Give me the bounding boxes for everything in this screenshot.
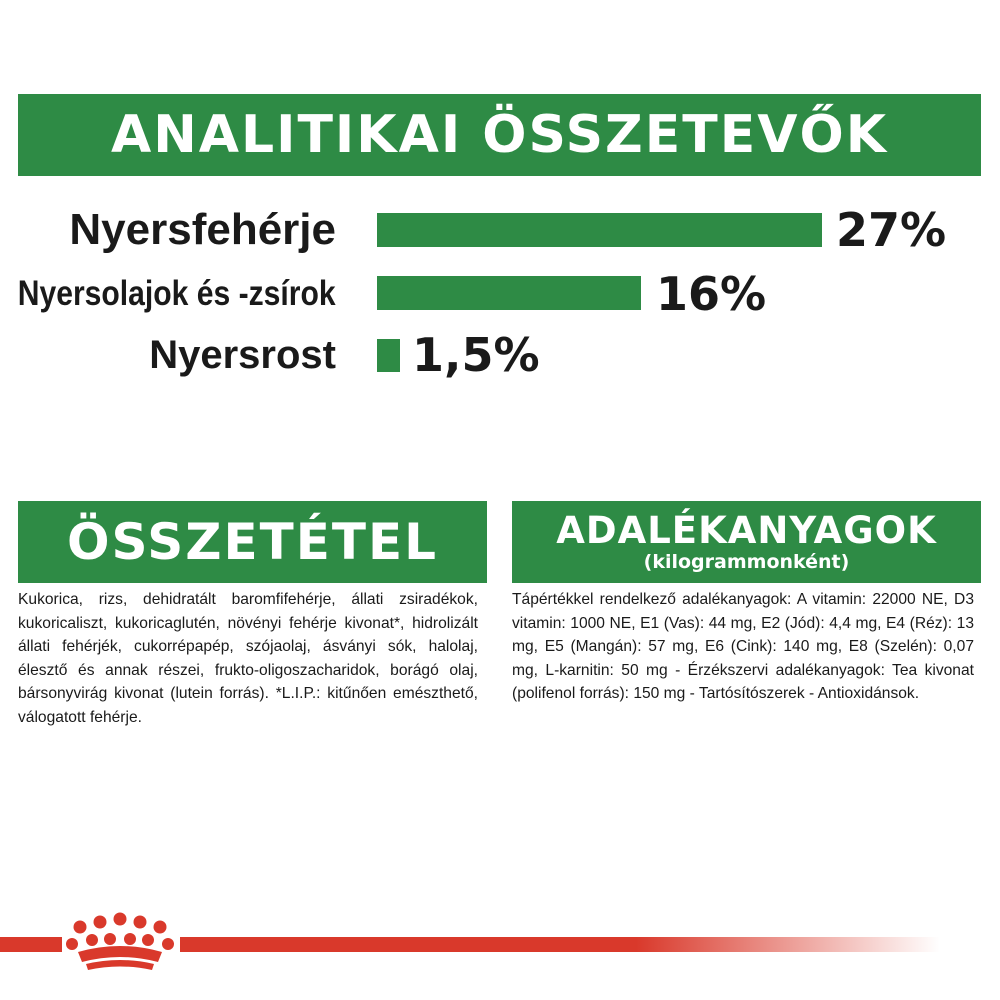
analytics-title-banner [18, 94, 981, 176]
analytics-row-fiber [0, 325, 1000, 385]
composition-text: Kukorica, rizs, dehidratált baromfifehérje, állati zsiradékok, kukoricaliszt, kukoricaglutén, növényi fehérje kivonat*, hidrolizált állati fehérjék, cukorrépapép, szójaolaj, ásványi sók, halolaj, élesztő és annak részei, frukto-oligoszacharidok, borágó olaj, bársonyvirág kivonat (lutein forrás). *L.I.P.: kitűnően emészthető, válogatott fehérje. [18, 591, 478, 726]
additives-text: Tápértékkel rendelkező adalékanyagok: A vitamin: 22000 NE, D3 vitamin: 1000 NE, E1 (Vas): 44 mg, E2 (Jód): 4,4 mg, E4 (Réz): 13 mg, E5 (Mangán): 57 mg, E6 (Cink): 140 mg, E8 (Szelén): 0,07 mg, L-karnitin: 50 mg - Érzékszervi adalékanyagok: Tea kivonat (polifenol forrás): 150 mg - Tartósítószerek - Antioxidánsok. [512, 591, 974, 702]
footer-line-left [0, 937, 62, 952]
analytics-label: Nyersfehérje [69, 205, 336, 254]
composition-title: ÖSSZETÉTEL [66, 513, 439, 571]
analytics-row-protein [0, 200, 1000, 260]
composition-header [18, 501, 487, 583]
analytics-row-fat [0, 264, 1000, 324]
analytics-label: Nyersrost [149, 332, 336, 377]
analytics-bar [377, 339, 400, 372]
additives-header [512, 501, 981, 583]
additives-title: ADALÉKANYAGOK [556, 509, 937, 552]
footer-line-right [180, 937, 940, 952]
analytics-value: 27% [836, 203, 947, 257]
analytics-bar [377, 276, 641, 310]
analytics-value: 1,5% [412, 328, 540, 382]
analytics-value: 16% [656, 267, 767, 321]
analytics-title: ANALITIKAI ÖSSZETEVŐK [110, 105, 889, 165]
analytics-bar [377, 213, 822, 247]
crown-logo-icon [64, 910, 176, 974]
analytics-label: Nyersolajok és -zsírok [18, 274, 336, 313]
additives-subtitle: (kilogrammonként) [643, 551, 850, 573]
